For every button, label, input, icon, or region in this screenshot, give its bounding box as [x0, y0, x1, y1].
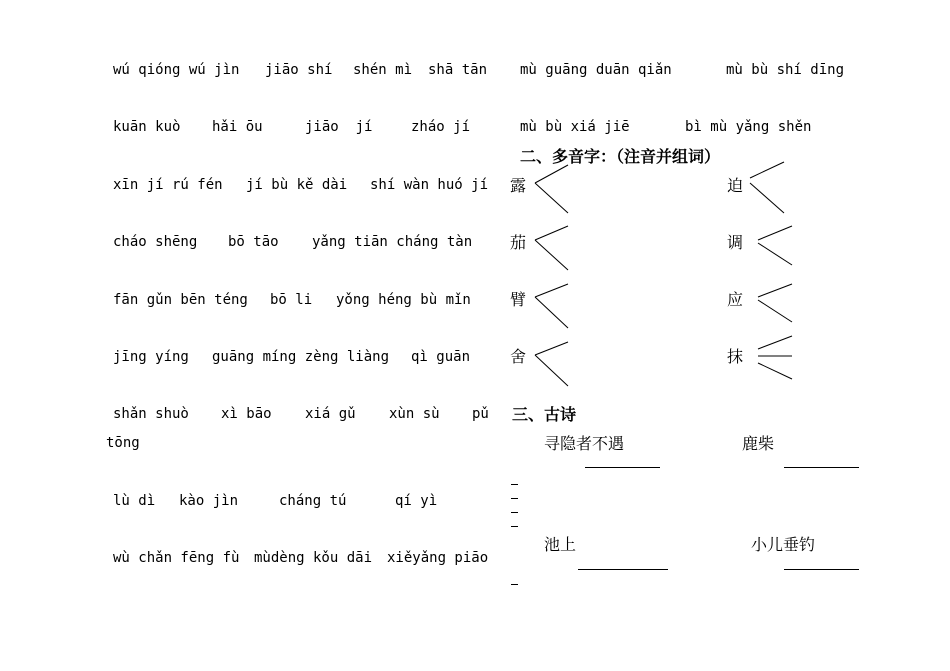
- pinyin-word: wù chǎn fēng fù: [113, 550, 240, 566]
- pinyin-word: cháo shēng: [113, 234, 198, 250]
- answer-blank[interactable]: [585, 467, 660, 468]
- pinyin-word: wú qióng wú jìn: [113, 62, 240, 78]
- polyphonic-char: 应: [727, 290, 744, 309]
- pinyin-word: fān gǔn bēn téng: [113, 292, 248, 308]
- bracket-line: [535, 284, 568, 297]
- bracket-line: [758, 243, 792, 265]
- pinyin-word: xiá gǔ: [305, 406, 356, 422]
- poem-title: 鹿柴: [742, 434, 775, 453]
- pinyin-word: jí bù kě dài: [246, 177, 348, 193]
- pinyin-word: qì guān: [411, 349, 471, 365]
- polyphonic-char: 臂: [510, 290, 527, 309]
- bracket-line: [535, 183, 568, 213]
- pinyin-word: kuān kuò: [113, 119, 181, 135]
- bracket-line: [758, 226, 792, 240]
- pinyin-word: pǔ: [472, 406, 489, 422]
- pinyin-word: xīn jí rú fén: [113, 177, 223, 193]
- bracket-line: [758, 284, 792, 297]
- pinyin-word: mù bù xiá jiē: [520, 119, 630, 135]
- bracket-line: [535, 226, 568, 240]
- bracket-line: [535, 240, 568, 270]
- polyphonic-char: 舍: [510, 347, 527, 366]
- bracket-line: [750, 183, 784, 213]
- bracket-line: [758, 300, 792, 322]
- polyphonic-char: 露: [510, 176, 527, 195]
- answer-blank[interactable]: [784, 467, 859, 468]
- pinyin-word: yǒng héng bù mǐn: [336, 292, 471, 308]
- pinyin-word: zháo jí: [411, 119, 471, 135]
- answer-blank[interactable]: [784, 569, 859, 570]
- dash-mark: [511, 484, 518, 485]
- pinyin-word: shā tān: [428, 62, 488, 78]
- poem-title: 池上: [544, 535, 577, 554]
- bracket-line: [758, 336, 792, 349]
- dash-mark: [511, 526, 518, 527]
- bracket-line: [535, 355, 568, 386]
- pinyin-word: shǎn shuò: [113, 406, 189, 422]
- pinyin-word: bì mù yǎng shěn: [685, 119, 812, 135]
- poem-title: 小儿垂钓: [751, 535, 816, 554]
- dash-mark: [511, 498, 518, 499]
- pinyin-word: bō li: [270, 292, 313, 308]
- polyphonic-char: 茄: [510, 233, 527, 252]
- bracket-line: [535, 342, 568, 355]
- bracket-line: [758, 363, 792, 379]
- section2-heading: 二、多音字：（注音并组词）: [520, 147, 721, 166]
- bracket-line: [750, 162, 784, 178]
- pinyin-word: kào jìn: [179, 493, 239, 509]
- pinyin-word: xì bāo: [221, 406, 272, 422]
- pinyin-word: shí wàn huó jí: [370, 177, 489, 193]
- bracket-line: [535, 297, 568, 328]
- pinyin-word: guāng míng zèng liàng: [212, 349, 390, 365]
- dash-mark: [511, 584, 518, 585]
- pinyin-word: xùn sù: [389, 406, 440, 422]
- polyphonic-char: 迫: [727, 176, 744, 195]
- dash-mark: [511, 512, 518, 513]
- bracket-line: [535, 165, 568, 183]
- pinyin-word: mù guāng duān qiǎn: [520, 62, 672, 78]
- pinyin-word: qí yì: [395, 493, 438, 509]
- pinyin-word: jiāo jí: [305, 119, 373, 135]
- poem-title: 寻隐者不遇: [544, 434, 625, 453]
- pinyin-word: bō tāo: [228, 234, 279, 250]
- polyphonic-char: 调: [727, 233, 744, 252]
- answer-blank[interactable]: [578, 569, 668, 570]
- pinyin-word: shén mì: [353, 62, 413, 78]
- pinyin-word: lù dì: [113, 493, 156, 509]
- pinyin-word: cháng tú: [279, 493, 347, 509]
- pinyin-word: xiěyǎng piāo: [387, 550, 489, 566]
- pinyin-word: hǎi ōu: [212, 119, 263, 135]
- section3-heading: 三、古诗: [512, 405, 577, 424]
- pinyin-word: yǎng tiān cháng tàn: [312, 234, 473, 250]
- pinyin-word: tōng: [106, 435, 140, 451]
- pinyin-word: mù bù shí dīng: [726, 62, 845, 78]
- pinyin-word: jīng yíng: [113, 349, 189, 365]
- pinyin-word: jiāo shí: [265, 62, 333, 78]
- polyphonic-char: 抹: [727, 347, 744, 366]
- pinyin-word: mùdèng kǒu dāi: [254, 550, 373, 566]
